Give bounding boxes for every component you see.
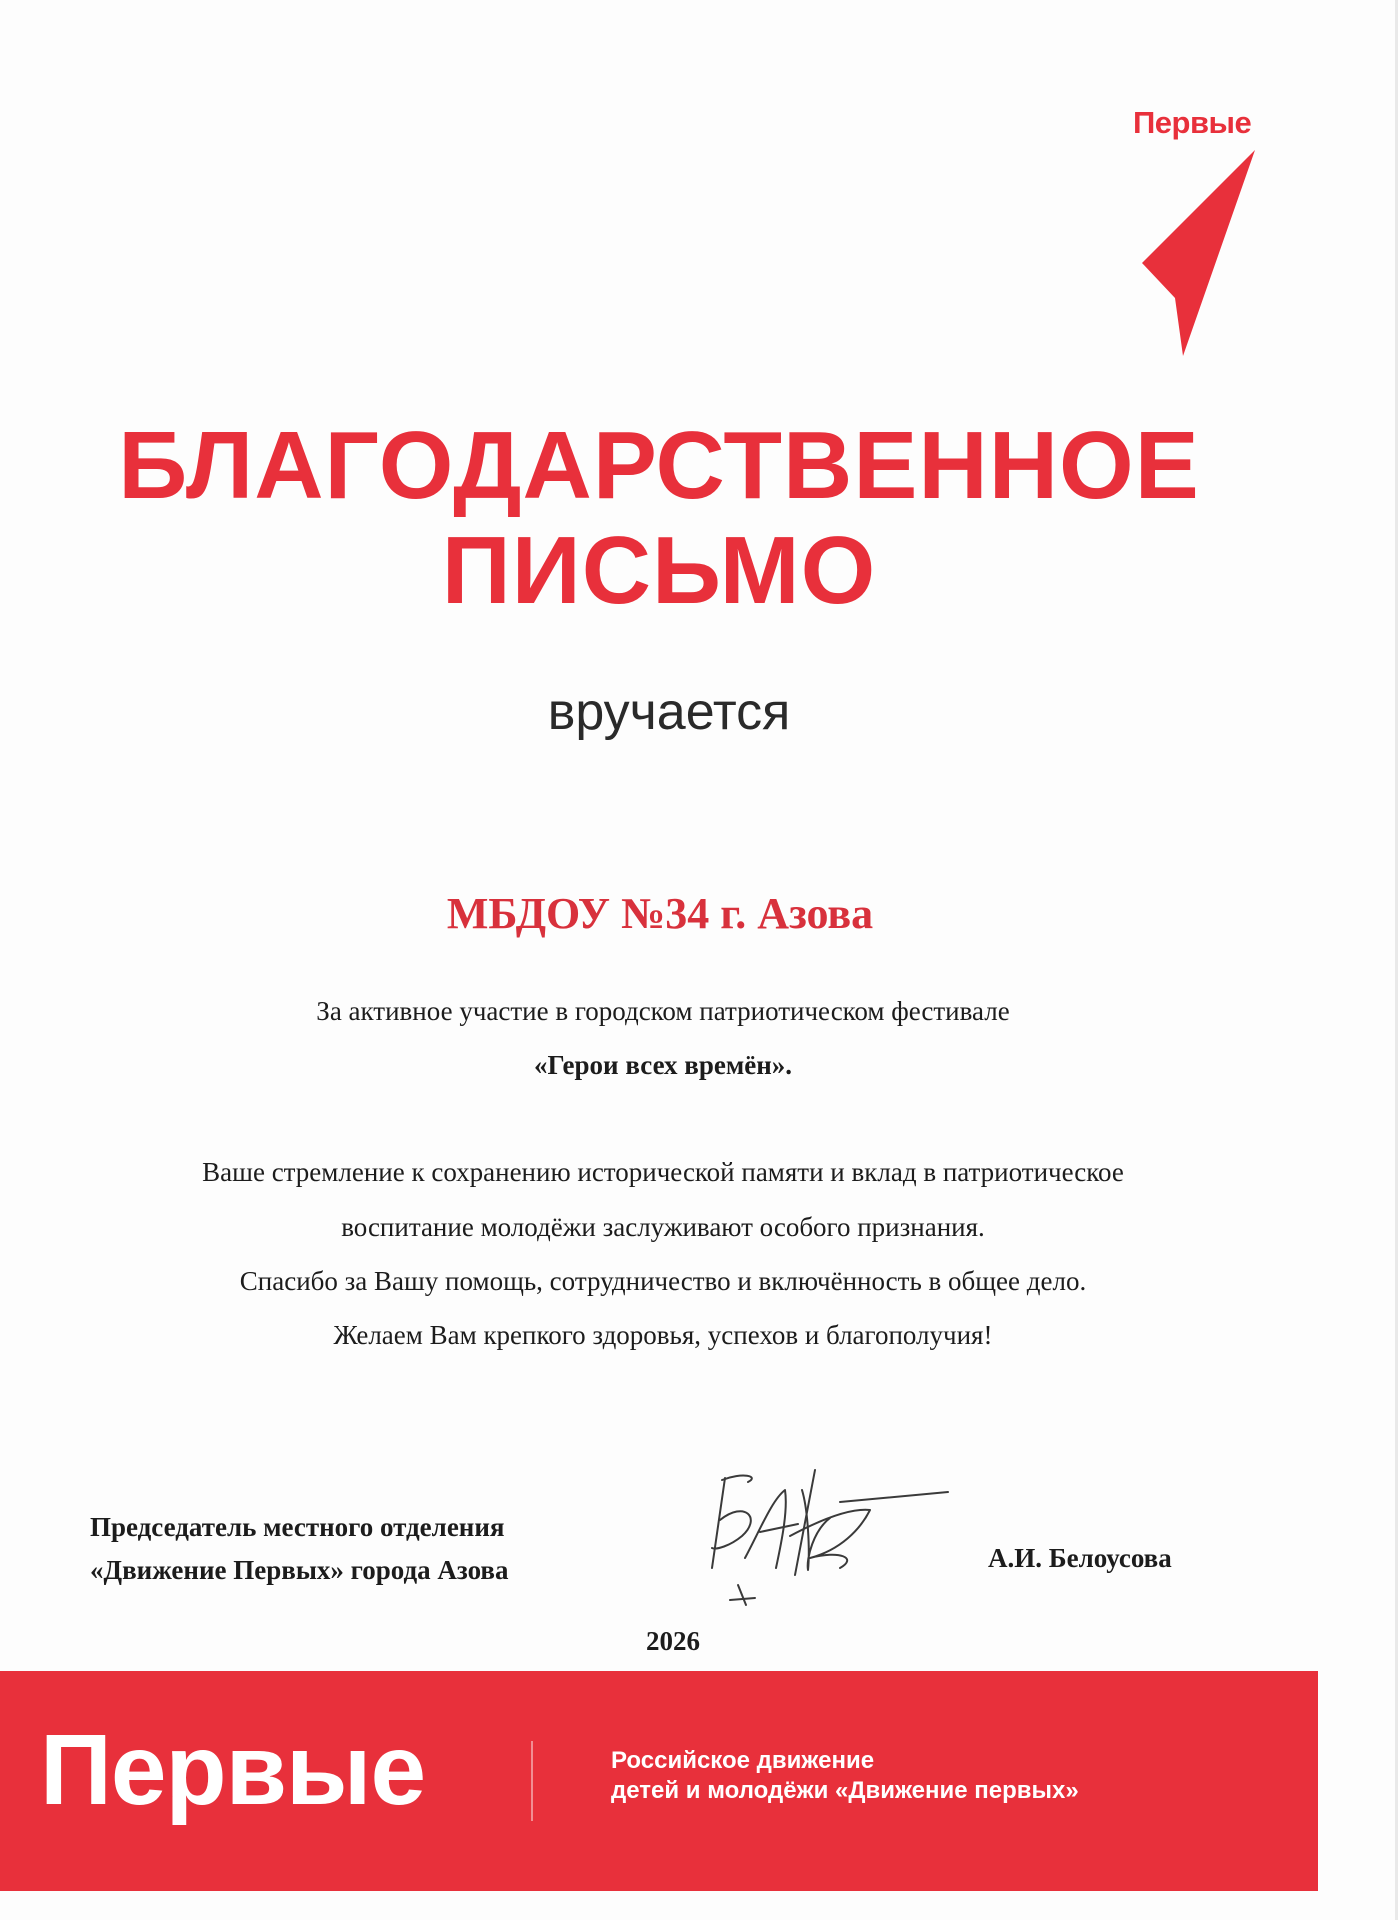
top-logo: [1120, 105, 1280, 365]
body-line-5: Спасибо за Вашу помощь, сотрудничество и включённость в общее дело.: [239, 1266, 1087, 1296]
footer-text-line-1: Российское движение: [611, 1747, 875, 1774]
body-line-4: воспитание молодёжи заслуживают особого признания.: [341, 1212, 985, 1242]
body-line-3: Ваше стремление к сохранению исторической памяти и вклад в патриотическое: [202, 1157, 1124, 1187]
signer-title-line-2: «Движение Первых» города Азова: [90, 1555, 509, 1585]
footer-divider: [531, 1741, 533, 1821]
body-line-6: Желаем Вам крепкого здоровья, успехов и благополучия!: [333, 1320, 993, 1350]
top-logo-label: Первые: [1133, 105, 1252, 140]
year: 2026: [646, 1626, 700, 1656]
footer-band: [0, 1671, 1318, 1891]
title-line-1: БЛАГОДАРСТВЕННОЕ: [118, 412, 1200, 519]
recipient-name: МБДОУ №34 г. Азова: [446, 889, 874, 938]
body-line-1: За активное участие в городском патриотическом фестивале: [316, 996, 1010, 1026]
signature-image: [690, 1450, 960, 1610]
footer-brand-logo: Первые: [40, 1714, 426, 1826]
signer-title-line-1: Председатель местного отделения: [90, 1512, 505, 1542]
title-line-2: ПИСЬМО: [441, 517, 877, 624]
festival-name: «Герои всех времён».: [533, 1050, 793, 1080]
signer-name: А.И. Белоусова: [988, 1543, 1172, 1573]
footer-text-line-2: детей и молодёжи «Движение первых»: [611, 1777, 1079, 1804]
awarded-text: вручается: [547, 683, 791, 741]
first-one-icon: [1120, 150, 1270, 360]
